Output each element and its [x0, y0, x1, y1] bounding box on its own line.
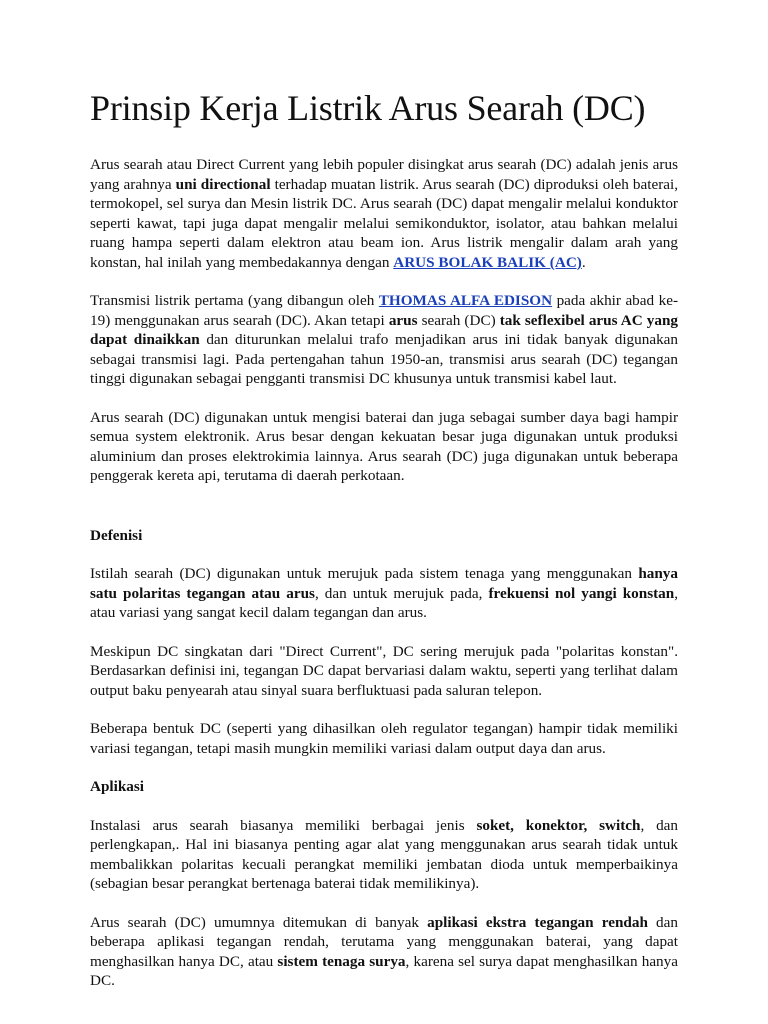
bold-term: uni directional — [175, 175, 271, 193]
text-span: . — [581, 253, 586, 271]
bold-term: sistem tenaga surya — [277, 952, 406, 970]
paragraph-aplikasi-dc — [90, 913, 678, 991]
text-span: Meskipun DC singkatan dari "Direct Current", DC sering merujuk pada "polaritas konstan". Berdasarkan definisi ini, tegangan DC dapat bervariasi dalam waktu, seperti yang terlihat dalam output baku penyearah atau sinyal suara berfluktuasi pada saluran telepon. — [90, 642, 678, 699]
document-page — [90, 88, 678, 991]
bold-term: hanya satu polaritas tegangan atau arus — [90, 565, 678, 602]
text-span: Arus searah (DC) digunakan untuk mengisi baterai dan juga sebagai sumber daya bagi hampir semua system elektronik. Arus besar dengan kekuatan besar juga digunakan untuk produksi aluminium dan proses elektrokimia lainnya. Arus searah (DC) juga digunakan untuk beberapa penggerak kereta api, terutama di daerah perkotaan. — [90, 408, 678, 485]
section-heading-aplikasi: Aplikasi — [90, 778, 145, 796]
bold-term: arus — [388, 311, 418, 329]
section-heading-defenisi: Defenisi — [90, 526, 143, 544]
paragraph-transmisi — [90, 291, 678, 389]
text-span: , karena sel surya dapat menghasilkan hanya DC. — [90, 952, 678, 990]
text-span: Arus searah (DC) umumnya ditemukan di banyak — [90, 913, 428, 931]
link-thomas-alfa-edison[interactable]: THOMAS ALFA EDISON — [378, 292, 553, 310]
paragraph-penggunaan — [90, 408, 678, 486]
text-span: , dan perlengkapan,. Hal ini biasanya penting agar alat yang menggunakan arus searah tidak untuk membalikkan polaritas kecuali perangkat memiliki jembatan dioda untuk memperbaikinya (sebagian besar perangkat bertenaga baterai tidak memilikinya). — [90, 816, 679, 893]
text-span: Beberapa bentuk DC (seperti yang dihasilkan oleh regulator tegangan) hampir tidak memiliki variasi tegangan, tetapi masih mungkin memiliki variasi dalam output daya dan arus. — [90, 720, 678, 757]
text-span: terhadap muatan listrik. Arus searah (DC) diproduksi oleh baterai, termokopel, sel surya dan Mesin listrik DC. Arus searah (DC) dapat mengalir melalui konduktor seperti kawat, tapi juga dapat mengalir melalui semikonduktor, isolator, atau bahkan melalui ruang hampa seperti dalam elektron atau beam ion. Arus listrik mengalir dalam arah yang konstan, hal inilah yang membedakannya dengan — [90, 175, 679, 271]
page-title: Prinsip Kerja Listrik Arus Searah (DC) — [90, 88, 646, 128]
bold-term: tak seflexibel arus AC yang dapat dinaikkan — [90, 311, 678, 349]
text-span: Transmisi listrik pertama (yang dibangun oleh — [90, 292, 379, 310]
paragraph-instalasi — [90, 816, 678, 894]
paragraph-meskipun — [90, 642, 678, 701]
bold-term: frekuensi nol yangi konstan — [488, 584, 675, 602]
text-span: Istilah searah (DC) digunakan untuk merujuk pada sistem tenaga yang menggunakan — [90, 565, 639, 583]
paragraph-istilah — [90, 564, 678, 623]
text-span: Instalasi arus searah biasanya memiliki berbagai jenis — [90, 816, 477, 834]
bold-term: aplikasi ekstra tegangan rendah — [427, 913, 648, 931]
bold-term: soket, konektor, switch — [476, 816, 641, 834]
text-span: , atau variasi yang sangat kecil dalam tegangan dan arus. — [90, 584, 678, 622]
paragraph-beberapa-bentuk — [90, 719, 678, 758]
text-span: dan beberapa aplikasi tegangan rendah, terutama yang menggunakan baterai, yang dapat menghasilkan hanya DC, atau — [90, 913, 678, 970]
text-span: searah (DC) — [417, 311, 500, 329]
text-span: , dan untuk merujuk pada, — [314, 584, 489, 602]
text-span: Arus searah atau Direct Current yang lebih populer disingkat arus searah (DC) adalah jenis arus yang arahnya — [90, 156, 678, 193]
paragraph-intro — [90, 155, 678, 272]
link-arus-bolak-balik[interactable]: ARUS BOLAK BALIK (AC) — [393, 253, 582, 271]
text-span: pada akhir abad ke-19) menggunakan arus searah (DC). Akan tetapi — [90, 292, 679, 329]
text-span: dan diturunkan melalui trafo menjadikan arus ini tidak banyak digunakan sebagai transmisi lagi. Pada pertengahan tahun 1950-an, transmisi arus searah (DC) tegangan tinggi digunakan sebagai pengganti transmisi DC khusunya untuk transmisi kabel laut. — [90, 331, 678, 388]
